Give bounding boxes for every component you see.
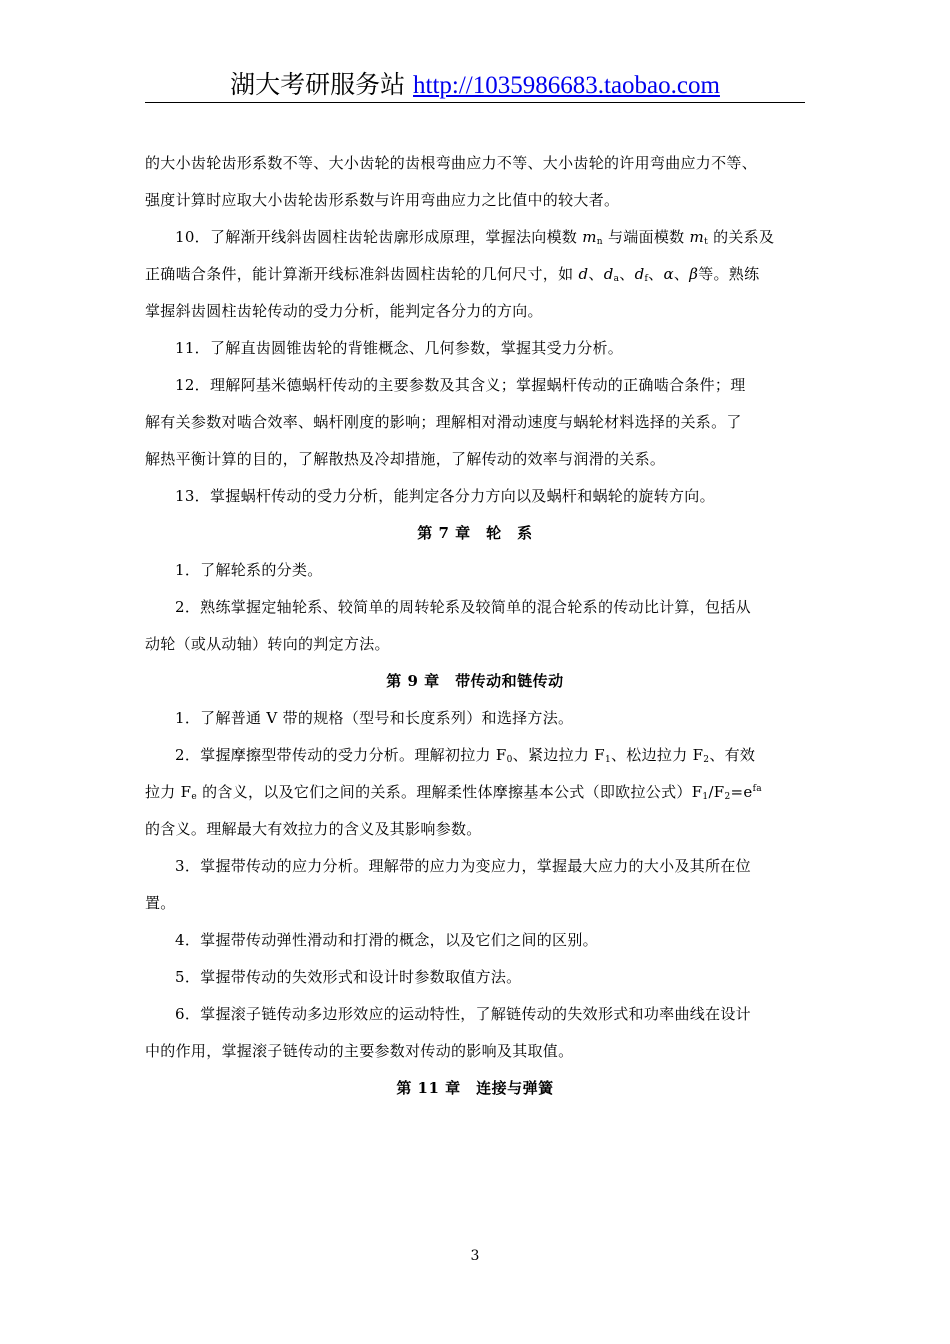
paragraph-continued-line: 强度计算时应取大小齿轮齿形系数与许用弯曲应力之比值中的较大者。 xyxy=(145,191,620,209)
page-header xyxy=(145,68,805,103)
item-10-line-2: 正确啮合条件，能计算渐开线标准斜齿圆柱齿轮的几何尺寸，如 d、$d_a$、$d_f$、α、β等。熟练 xyxy=(145,265,760,284)
item-12-line-1: 12．理解阿基米德蜗杆传动的主要参数及其含义；掌握蜗杆传动的正确啮合条件；理 xyxy=(175,376,746,394)
item-10-line-1: 10．了解渐开线斜齿圆柱齿轮齿廓形成原理，掌握法向模数 $m_n$ 与端面模数 $m_t$ 的关系及 xyxy=(175,228,775,247)
item-10-line-3: 掌握斜齿圆柱齿轮传动的受力分析，能判定各分力的方向。 xyxy=(145,302,543,320)
item-11: 11．了解直齿圆锥齿轮的背锥概念、几何参数，掌握其受力分析。 xyxy=(175,339,624,357)
document-body xyxy=(145,145,805,1107)
chapter-7-heading: 第 7 章 轮 系 xyxy=(417,524,533,542)
ch9-item-3-line-2: 置。 xyxy=(145,894,176,912)
header-shop-link[interactable]: http://1035986683.taobao.com xyxy=(413,72,720,99)
ch9-item-3-line-1: 3．掌握带传动的应力分析。理解带的应力为变应力，掌握最大应力的大小及其所在位 xyxy=(175,857,751,875)
item-12-line-3: 解热平衡计算的目的，了解散热及冷却措施，了解传动的效率与润滑的关系。 xyxy=(145,450,666,468)
ch9-item-2-line-1: 2．掌握摩擦型带传动的受力分析。理解初拉力 $F_0$、紧边拉力 $F_1$、松边拉力 $F_2$、有效 xyxy=(175,746,756,765)
page-number: 3 xyxy=(470,1248,480,1264)
paragraph-continued-line: 的大小齿轮齿形系数不等、大小齿轮的齿根弯曲应力不等、大小齿轮的许用弯曲应力不等、 xyxy=(145,154,758,172)
chapter-9-heading: 第 9 章 带传动和链传动 xyxy=(386,672,564,690)
ch9-item-1: 1．了解普通 V 带的规格（型号和长度系列）和选择方法。 xyxy=(175,709,574,727)
ch9-item-4: 4．掌握带传动弹性滑动和打滑的概念，以及它们之间的区别。 xyxy=(175,931,598,949)
ch9-item-6-line-1: 6．掌握滚子链传动多边形效应的运动特性，了解链传动的失效形式和功率曲线在设计 xyxy=(175,1005,751,1023)
ch9-item-6-line-2: 中的作用，掌握滚子链传动的主要参数对传动的影响及其取值。 xyxy=(145,1042,574,1060)
ch7-item-2-line-2: 动轮（或从动轴）转向的判定方法。 xyxy=(145,635,390,653)
ch7-item-1: 1．了解轮系的分类。 xyxy=(175,561,323,579)
chapter-11-heading: 第 11 章 连接与弹簧 xyxy=(396,1079,554,1097)
item-12-line-2: 解有关参数对啮合效率、蜗杆刚度的影响；理解相对滑动速度与蜗轮材料选择的关系。了 xyxy=(145,413,742,431)
ch7-item-2-line-1: 2．熟练掌握定轴轮系、较简单的周转轮系及较简单的混合轮系的传动比计算，包括从 xyxy=(175,598,751,616)
header-title: 湖大考研服务站 xyxy=(230,70,414,99)
item-13: 13．掌握蜗杆传动的受力分析，能判定各分力方向以及蜗杆和蜗轮的旋转方向。 xyxy=(175,487,715,505)
ch9-item-2-line-3: 的含义。理解最大有效拉力的含义及其影响参数。 xyxy=(145,820,482,838)
ch9-item-5: 5．掌握带传动的失效形式和设计时参数取值方法。 xyxy=(175,968,522,986)
ch9-item-2-line-2: 拉力 $F_e$ 的含义，以及它们之间的关系。理解柔性体摩擦基本公式（即欧拉公式）$F_1/F_2=e^{fa}$ xyxy=(145,783,762,802)
header-rule xyxy=(145,102,805,103)
